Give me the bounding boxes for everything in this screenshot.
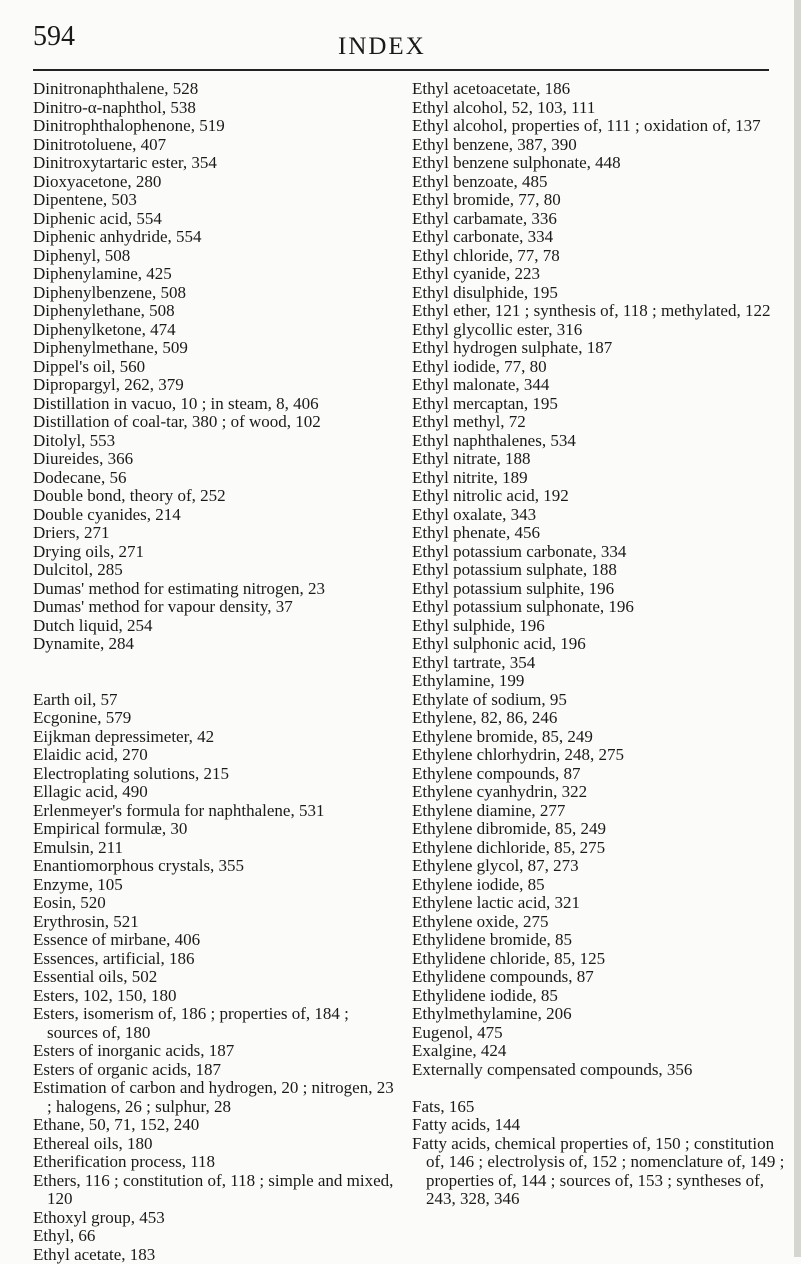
index-entry: Diphenic anhydride, 554 (33, 228, 395, 247)
index-entry: Ethyl benzene sulphonate, 448 (412, 154, 788, 173)
index-entry: Ecgonine, 579 (33, 709, 395, 728)
index-entry: Ethyl sulphonic acid, 196 (412, 635, 788, 654)
index-entry: Eijkman depressimeter, 42 (33, 728, 395, 747)
index-entry: Emulsin, 211 (33, 839, 395, 858)
index-entry: Ethylene, 82, 86, 246 (412, 709, 788, 728)
index-entry: Ethoxyl group, 453 (33, 1209, 395, 1228)
index-entry: Ethyl benzoate, 485 (412, 173, 788, 192)
index-entry: Ethyl nitrate, 188 (412, 450, 788, 469)
index-entry: Elaidic acid, 270 (33, 746, 395, 765)
index-entry: Dodecane, 56 (33, 469, 395, 488)
index-entry: Ethyl naphthalenes, 534 (412, 432, 788, 451)
index-entry: Essence of mirbane, 406 (33, 931, 395, 950)
index-entry: Ethyl potassium carbonate, 334 (412, 543, 788, 562)
index-entry: Driers, 271 (33, 524, 395, 543)
index-entry: Essential oils, 502 (33, 968, 395, 987)
index-entry: Fatty acids, chemical properties of, 150 ; constitution of, 146 ; electrolysis of, 152 ; nomenclature of, 149 ; properties of, 144 ; sources of, 153 ; syntheses of, 243, 328, 346 (412, 1135, 788, 1209)
index-entry: Diphenylethane, 508 (33, 302, 395, 321)
index-entry: Dynamite, 284 (33, 635, 395, 654)
index-entry: Ethyl malonate, 344 (412, 376, 788, 395)
index-entry: Ethers, 116 ; constitution of, 118 ; simple and mixed, 120 (33, 1172, 395, 1209)
index-entry: Diphenylketone, 474 (33, 321, 395, 340)
index-entry: Diureides, 366 (33, 450, 395, 469)
index-entry: Etherification process, 118 (33, 1153, 395, 1172)
index-entry: Ditolyl, 553 (33, 432, 395, 451)
index-entry: Ethyl ether, 121 ; synthesis of, 118 ; methylated, 122 (412, 302, 788, 321)
index-entry: Ethyl hydrogen sulphate, 187 (412, 339, 788, 358)
index-entry: Ethyl chloride, 77, 78 (412, 247, 788, 266)
index-entry: Dinitronaphthalene, 528 (33, 80, 395, 99)
index-entry: Eugenol, 475 (412, 1024, 788, 1043)
index-entry: Ethyl sulphide, 196 (412, 617, 788, 636)
index-entry: Dipropargyl, 262, 379 (33, 376, 395, 395)
index-entry: Dulcitol, 285 (33, 561, 395, 580)
index-entry: Earth oil, 57 (33, 691, 395, 710)
index-entry: Erythrosin, 521 (33, 913, 395, 932)
index-entry: Ethyl nitrite, 189 (412, 469, 788, 488)
index-entry: Distillation of coal-tar, 380 ; of wood, 102 (33, 413, 395, 432)
index-entry: Ethyl potassium sulphite, 196 (412, 580, 788, 599)
index-entry: Drying oils, 271 (33, 543, 395, 562)
index-entry: Dinitrotoluene, 407 (33, 136, 395, 155)
index-entry: Esters of inorganic acids, 187 (33, 1042, 395, 1061)
index-entry: Dumas' method for estimating nitrogen, 23 (33, 580, 395, 599)
index-entry: Ethylidene iodide, 85 (412, 987, 788, 1006)
index-entry: Diphenylamine, 425 (33, 265, 395, 284)
index-entry: Ethyl methyl, 72 (412, 413, 788, 432)
index-entry: Distillation in vacuo, 10 ; in steam, 8, 406 (33, 395, 395, 414)
index-entry: Ethylene iodide, 85 (412, 876, 788, 895)
index-entry: Dinitroxytartaric ester, 354 (33, 154, 395, 173)
index-entry: Ethyl carbamate, 336 (412, 210, 788, 229)
index-entry: Diphenic acid, 554 (33, 210, 395, 229)
index-entry: Ellagic acid, 490 (33, 783, 395, 802)
index-entry: Ethyl cyanide, 223 (412, 265, 788, 284)
index-entry: Ethyl carbonate, 334 (412, 228, 788, 247)
index-column-left (33, 80, 395, 1264)
index-entry: Estimation of carbon and hydrogen, 20 ; nitrogen, 23 ; halogens, 26 ; sulphur, 28 (33, 1079, 395, 1116)
index-entry: Electroplating solutions, 215 (33, 765, 395, 784)
index-entry: Ethylene lactic acid, 321 (412, 894, 788, 913)
index-entry: Externally compensated compounds, 356 (412, 1061, 788, 1080)
index-entry: Ethyl iodide, 77, 80 (412, 358, 788, 377)
index-entry: Ethylidene chloride, 85, 125 (412, 950, 788, 969)
index-entry: Ethylamine, 199 (412, 672, 788, 691)
index-entry: Fatty acids, 144 (412, 1116, 788, 1135)
index-entry: Ethyl glycollic ester, 316 (412, 321, 788, 340)
index-entry: Eosin, 520 (33, 894, 395, 913)
index-entry: Dippel's oil, 560 (33, 358, 395, 377)
index-entry: Enantiomorphous crystals, 355 (33, 857, 395, 876)
header-rule (33, 69, 769, 71)
index-entry: Dipentene, 503 (33, 191, 395, 210)
index-entry: Fats, 165 (412, 1098, 788, 1117)
index-entry: Ethereal oils, 180 (33, 1135, 395, 1154)
index-entry: Ethylene cyanhydrin, 322 (412, 783, 788, 802)
index-entry: Ethylmethylamine, 206 (412, 1005, 788, 1024)
index-entry: Dinitrophthalophenone, 519 (33, 117, 395, 136)
index-entry: Ethyl alcohol, 52, 103, 111 (412, 99, 788, 118)
index-column-right (412, 80, 788, 1209)
index-entry: Ethyl oxalate, 343 (412, 506, 788, 525)
index-entry: Dutch liquid, 254 (33, 617, 395, 636)
index-entry: Dumas' method for vapour density, 37 (33, 598, 395, 617)
index-entry: Ethyl mercaptan, 195 (412, 395, 788, 414)
index-entry: Essences, artificial, 186 (33, 950, 395, 969)
section-gap (412, 1079, 788, 1098)
index-entry: Ethylidene bromide, 85 (412, 931, 788, 950)
index-entry: Diphenylbenzene, 508 (33, 284, 395, 303)
index-entry: Enzyme, 105 (33, 876, 395, 895)
page-number: 594 (33, 20, 75, 54)
index-entry: Esters, 102, 150, 180 (33, 987, 395, 1006)
index-entry: Erlenmeyer's formula for naphthalene, 531 (33, 802, 395, 821)
index-entry: Double bond, theory of, 252 (33, 487, 395, 506)
index-entry: Ethyl potassium sulphate, 188 (412, 561, 788, 580)
index-entry: Ethyl phenate, 456 (412, 524, 788, 543)
index-entry: Ethyl potassium sulphonate, 196 (412, 598, 788, 617)
index-entry: Ethyl acetoacetate, 186 (412, 80, 788, 99)
index-entry: Esters of organic acids, 187 (33, 1061, 395, 1080)
index-entry: Dinitro-α-naphthol, 538 (33, 99, 395, 118)
index-entry: Ethyl benzene, 387, 390 (412, 136, 788, 155)
index-entry: Diphenyl, 508 (33, 247, 395, 266)
index-entry: Ethyl bromide, 77, 80 (412, 191, 788, 210)
index-entry: Ethylidene compounds, 87 (412, 968, 788, 987)
index-entry: Empirical formulæ, 30 (33, 820, 395, 839)
index-entry: Exalgine, 424 (412, 1042, 788, 1061)
index-entry: Diphenylmethane, 509 (33, 339, 395, 358)
section-gap (33, 654, 395, 691)
index-entry: Ethylene dibromide, 85, 249 (412, 820, 788, 839)
index-entry: Ethyl alcohol, properties of, 111 ; oxidation of, 137 (412, 117, 788, 136)
index-entry: Esters, isomerism of, 186 ; properties of, 184 ; sources of, 180 (33, 1005, 395, 1042)
index-entry: Ethane, 50, 71, 152, 240 (33, 1116, 395, 1135)
index-entry: Ethyl tartrate, 354 (412, 654, 788, 673)
index-entry: Ethylene glycol, 87, 273 (412, 857, 788, 876)
page-title: INDEX (338, 32, 426, 62)
index-entry: Ethylene chlorhydrin, 248, 275 (412, 746, 788, 765)
page-edge (794, 0, 801, 1257)
index-entry: Ethylene dichloride, 85, 275 (412, 839, 788, 858)
index-entry: Ethylene bromide, 85, 249 (412, 728, 788, 747)
index-entry: Double cyanides, 214 (33, 506, 395, 525)
index-entry: Ethylate of sodium, 95 (412, 691, 788, 710)
index-entry: Ethyl, 66 (33, 1227, 395, 1246)
index-entry: Ethyl nitrolic acid, 192 (412, 487, 788, 506)
index-entry: Ethylene oxide, 275 (412, 913, 788, 932)
index-entry: Dioxyacetone, 280 (33, 173, 395, 192)
index-entry: Ethyl disulphide, 195 (412, 284, 788, 303)
index-entry: Ethylene compounds, 87 (412, 765, 788, 784)
index-entry: Ethylene diamine, 277 (412, 802, 788, 821)
index-entry: Ethyl acetate, 183 (33, 1246, 395, 1264)
